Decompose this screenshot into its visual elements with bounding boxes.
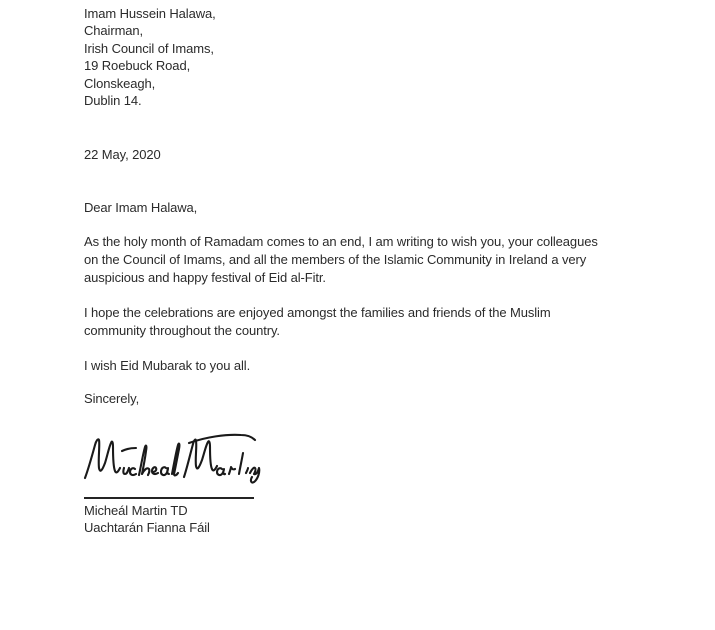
body-paragraph-3 [84, 357, 250, 375]
signatory-title: Uachtarán Fianna Fáil [84, 520, 210, 535]
paragraph-line: As the holy month of Ramadam comes to an end, I am writing to wish you, your colleagues [84, 234, 598, 249]
signatory-printed-name: Micheál Martin TD [84, 503, 188, 518]
address-line: Clonskeagh, [84, 75, 156, 91]
address-line: Chairman, [84, 23, 144, 39]
salutation: Dear Imam Halawa, [84, 200, 198, 215]
address-line: Imam Hussein Halawa, [84, 6, 216, 21]
paragraph-line: community throughout the country. [84, 323, 280, 338]
recipient-address-block [84, 5, 216, 109]
paragraph-line: I hope the celebrations are enjoyed amongst the families and friends of the Muslim [84, 305, 551, 320]
letter-date: 22 May, 2020 [84, 147, 161, 162]
handwritten-signature [80, 428, 265, 488]
body-paragraph-1 [84, 233, 598, 287]
body-paragraph-2 [84, 304, 551, 340]
paragraph-line: auspicious and happy festival of Eid al-Fitr. [84, 270, 326, 285]
address-line: 19 Roebuck Road, [84, 58, 191, 74]
signature-underline [84, 497, 254, 499]
address-line: Irish Council of Imams, [84, 40, 214, 56]
signature-stroke [85, 439, 179, 478]
closing: Sincerely, [84, 391, 140, 406]
signature-stroke [122, 448, 136, 451]
signature-stroke [184, 440, 259, 483]
paragraph-line: I wish Eid Mubarak to you all. [84, 358, 251, 373]
signature-stroke [189, 435, 255, 443]
address-line: Dublin 14. [84, 93, 142, 109]
paragraph-line: on the Council of Imams, and all the members of the Islamic Community in Ireland a very [84, 252, 587, 267]
